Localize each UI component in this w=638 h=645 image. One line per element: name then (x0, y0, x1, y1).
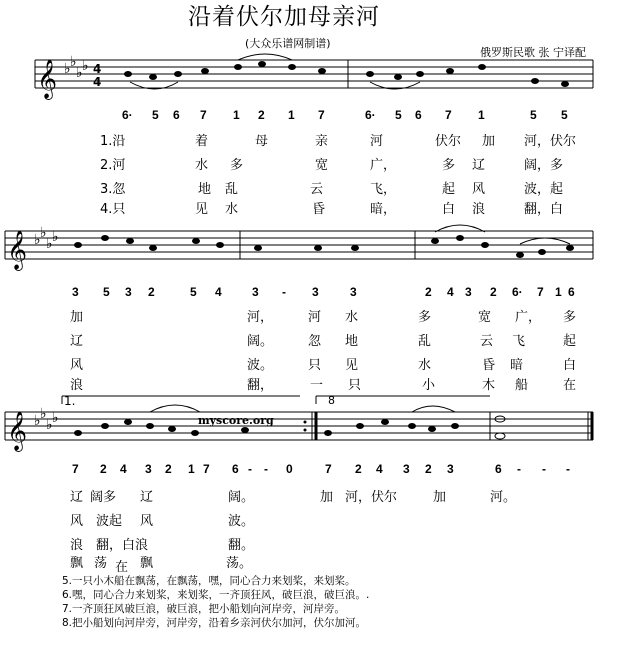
lyric: 亲 (315, 134, 329, 149)
volta-1: 1. (64, 394, 76, 408)
lyric: 河 (308, 310, 322, 325)
verse-7: 7.一齐顶狂风破巨浪，破巨浪，把小船划向河岸旁，河岸旁。 (62, 603, 346, 615)
lyric: 忽 (308, 334, 322, 349)
lyric: 浪 (70, 378, 84, 393)
jianpu-note: 2 (258, 108, 265, 122)
lyric: 多 (418, 310, 432, 325)
lyric: 飞 (512, 334, 526, 349)
jianpu-note: - (264, 462, 268, 476)
jianpu-note: 0 (286, 462, 293, 476)
lyric: 辽 (472, 158, 486, 173)
lyric: 加 (320, 490, 334, 505)
lyric: 阔多 (90, 490, 117, 505)
lyric: 风 (140, 514, 154, 529)
jianpu-note: 5 (190, 285, 197, 299)
lyric: 飞， (370, 182, 397, 197)
svg-text:♭: ♭ (34, 232, 41, 248)
lyric: 2.河 (100, 158, 126, 173)
jianpu-note: 5 (530, 108, 537, 122)
lyric: 在 (563, 378, 577, 393)
jianpu-note: - (248, 462, 252, 476)
staff-1 (35, 60, 593, 88)
lyric: 广， (370, 158, 397, 173)
jianpu-note: 2 (355, 462, 362, 476)
jianpu-note: 2 (100, 462, 107, 476)
lyric: 伏尔 (435, 134, 462, 149)
lyric: 起 (563, 334, 577, 349)
jianpu-note: 2 (425, 462, 432, 476)
jianpu-note: 2 (425, 285, 432, 299)
jianpu-note: 2 (490, 285, 497, 299)
jianpu-note: 3 (252, 285, 259, 299)
lyric: 宽 (478, 310, 492, 325)
jianpu-note: 7 (200, 108, 207, 122)
jianpu-note: 1 (555, 285, 562, 299)
svg-text:♭: ♭ (70, 54, 77, 70)
jianpu-note: 3 (465, 285, 472, 299)
lyric: 云 (480, 334, 494, 349)
jianpu-note: 7 (72, 462, 79, 476)
key-signature (34, 406, 59, 433)
lyric: 广， (515, 310, 542, 325)
slurs-2 (435, 225, 570, 244)
svg-text:♭: ♭ (82, 58, 89, 74)
svg-text:♭: ♭ (40, 406, 47, 422)
jianpu-note: 7 (318, 108, 325, 122)
lyric: 木 (482, 378, 496, 393)
treble-clef-icon: 𝄞 (37, 59, 58, 99)
lyric: 见 (345, 358, 359, 373)
lyric: 风 (472, 182, 486, 197)
staff-2 (5, 231, 593, 259)
lyric: 翻。 (228, 538, 255, 553)
treble-clef-icon: 𝄞 (7, 411, 28, 451)
jianpu-note: 3 (312, 285, 319, 299)
key-signature (64, 54, 89, 81)
lyric: 昏 (312, 202, 326, 217)
jianpu-note: 3 (145, 462, 152, 476)
lyric: 翻，白浪 (96, 538, 149, 553)
verse-6: 6.嘿，同心合力来划桨，来划桨，一齐顶狂风，破巨浪，破巨浪。. (62, 589, 370, 601)
slurs-3 (150, 405, 455, 412)
lyric: 昏 (482, 358, 496, 373)
lyric: 多 (442, 158, 456, 173)
jianpu-note: 4 (447, 285, 454, 299)
lyric: 浪 (472, 202, 486, 217)
lyric: 只 (308, 358, 322, 373)
song-title: 沿着伏尔加母亲河 (188, 4, 380, 30)
jianpu-note: 3 (72, 285, 79, 299)
score-source: (大众乐谱网制谱) (245, 37, 331, 50)
lyric: 多 (230, 158, 244, 173)
jianpu-note: 7 (537, 285, 544, 299)
watermark: myscore.org (198, 414, 274, 427)
lyric: 地 (198, 182, 212, 197)
jianpu-note: 1 (478, 108, 485, 122)
lyric: 阔，多 (524, 158, 564, 173)
lyric: 河，伏尔 (524, 134, 577, 149)
lyric: 4.只 (100, 202, 126, 217)
lyric: 阔。 (228, 490, 255, 505)
svg-text:♭: ♭ (46, 417, 53, 433)
lyric: 翻，白 (524, 202, 564, 217)
lyric: 地 (345, 334, 359, 349)
jianpu-note: 4 (215, 285, 222, 299)
time-signature-bottom: 4 (93, 75, 102, 89)
lyric: 河，伏尔 (345, 490, 398, 505)
jianpu-note: 3 (125, 285, 132, 299)
lyric: 加 (433, 490, 447, 505)
lyric: 小 (422, 378, 436, 393)
lyric: 飘 (140, 556, 154, 571)
lyric: 母 (255, 134, 269, 149)
jianpu-note: 3 (350, 285, 357, 299)
lyric: 着 (195, 134, 209, 149)
svg-text:♭: ♭ (52, 410, 59, 426)
lyric: 暗 (510, 358, 524, 373)
lyric: 1.沿 (100, 134, 126, 149)
jianpu-note: 6 (415, 108, 422, 122)
lyric: 宽 (315, 158, 329, 173)
lyric: 多 (563, 310, 577, 325)
lyric: 辽 (70, 490, 84, 505)
jianpu-note: - (517, 462, 521, 476)
lyric: 阔。 (247, 334, 274, 349)
lyric: 风 (70, 514, 84, 529)
lyric: 波。 (228, 514, 255, 529)
lyric: 辽 (140, 490, 154, 505)
lyric: 只 (348, 378, 362, 393)
time-signature-top: 4 (93, 62, 102, 76)
lyric: 暗， (370, 202, 397, 217)
lyric: 起 (442, 182, 456, 197)
lyric: 波。 (247, 358, 274, 373)
jianpu-note: - (566, 462, 570, 476)
jianpu-note: 7 (445, 108, 452, 122)
jianpu-note: 5 (561, 108, 568, 122)
jianpu-note: 5 (103, 285, 110, 299)
lyric: 水 (225, 202, 239, 217)
jianpu-note: 2 (148, 285, 155, 299)
jianpu-note: 6 (173, 108, 180, 122)
svg-text:♭: ♭ (64, 61, 71, 77)
jianpu-note: 6· (365, 108, 376, 122)
lyric: 乱 (418, 334, 432, 349)
jianpu-note: 3 (447, 462, 454, 476)
lyric: 河， (247, 310, 274, 325)
lyric: 浪 (70, 538, 84, 553)
lyric: 船 (515, 378, 529, 393)
lyric: 3.忽 (100, 182, 126, 197)
verse-5: 5.一只小木船在飘荡，在飘荡，嘿，同心合力来划桨，来划桨。 (62, 575, 356, 587)
lyric: 水 (195, 158, 209, 173)
lyric: 辽 (70, 334, 84, 349)
jianpu-note: 3 (403, 462, 410, 476)
jianpu-note: 1 (233, 108, 240, 122)
jianpu-note: 6· (512, 285, 523, 299)
treble-clef-icon: 𝄞 (7, 230, 28, 270)
jianpu-note: 6 (495, 462, 502, 476)
lyric: 乱 (225, 182, 239, 197)
jianpu-note: 4 (120, 462, 127, 476)
lyric: 河 (370, 134, 384, 149)
verse-8: 8.把小船划向河岸旁，河岸旁，沿着乡亲河伏尔加河，伏尔加河。 (62, 617, 367, 629)
lyric: 见 (195, 202, 209, 217)
song-credit: 俄罗斯民歌 张 宁译配 (480, 46, 586, 59)
jianpu-note: 7 (325, 462, 332, 476)
lyric: 加 (70, 310, 84, 325)
jianpu-note: 4 (376, 462, 383, 476)
lyric: 波起 (96, 514, 123, 529)
key-signature (34, 225, 59, 252)
svg-text:♭: ♭ (52, 229, 59, 245)
lyric: 一 (310, 378, 324, 393)
jianpu-note: 5 (395, 108, 402, 122)
lyric: 白 (442, 202, 456, 217)
slurs-1 (130, 54, 420, 89)
lyric: 波，起 (524, 182, 564, 197)
lyric: 水 (345, 310, 359, 325)
lyric: 荡。 (226, 556, 253, 571)
lyric: 翻， (247, 378, 274, 393)
lyric: 飘 (70, 556, 84, 571)
jianpu-note: - (542, 462, 546, 476)
svg-text:♭: ♭ (40, 225, 47, 241)
jianpu-note: 5 (152, 108, 159, 122)
jianpu-note: 1 (188, 462, 195, 476)
jianpu-note: 6 (568, 285, 575, 299)
lyric: 云 (310, 182, 324, 197)
jianpu-note: 2 (165, 462, 172, 476)
svg-text:♭: ♭ (34, 413, 41, 429)
svg-text:♭: ♭ (76, 65, 83, 81)
lyric: 水 (418, 358, 432, 373)
lyric: 白 (563, 358, 577, 373)
jianpu-note: 1 (288, 108, 295, 122)
volta-2: 8 (328, 394, 335, 407)
lyric: 河。 (490, 490, 517, 505)
lyric: 荡 (94, 556, 108, 571)
lyric: 加 (482, 134, 496, 149)
lyric: 在 (115, 560, 129, 575)
jianpu-note: - (282, 285, 286, 299)
jianpu-note: 6 (232, 462, 239, 476)
jianpu-note: 6· (122, 108, 133, 122)
svg-text:♭: ♭ (46, 236, 53, 252)
lyric: 风 (70, 358, 84, 373)
jianpu-note: 7 (203, 462, 210, 476)
